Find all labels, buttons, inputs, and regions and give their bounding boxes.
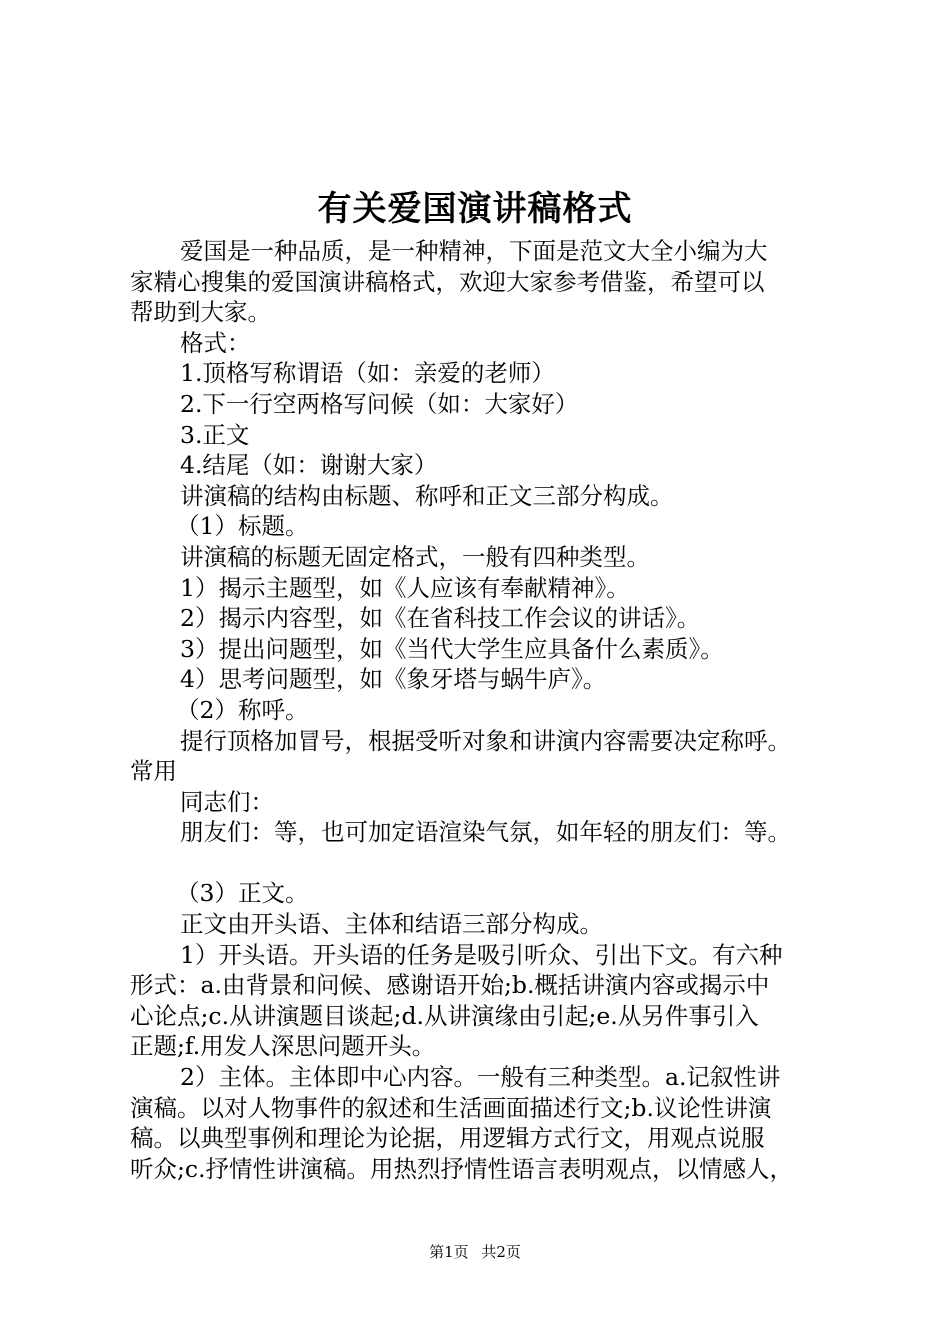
text-line: 1.顶格写称谓语（如：亲爱的老师） [180, 359, 555, 388]
page-total: 共2页 [481, 1243, 521, 1261]
text-line: 讲演稿的结构由标题、称呼和正文三部分构成。 [180, 481, 674, 510]
blank-line [130, 848, 840, 879]
text-line: （1）标题。 [176, 512, 309, 541]
page-title: 有关爱国演讲稿格式 [317, 189, 633, 229]
page-number: 第1页 [429, 1243, 469, 1261]
text-line: 帮助到大家。 [130, 298, 271, 327]
text-line: 讲演稿的标题无固定格式，一般有四种类型。 [180, 542, 650, 571]
text-line: 稿。以典型事例和理论为论据，用逻辑方式行文，用观点说服 [130, 1124, 765, 1153]
text-line: 同志们： [180, 787, 274, 816]
text-line: 4.结尾（如：谢谢大家） [180, 451, 438, 480]
text-line: 心论点;c.从讲演题目谈起;d.从讲演缘由引起;e.从另件事引入 [130, 1001, 759, 1030]
text-line: 3）提出问题型，如《当代大学生应具备什么素质》。 [180, 634, 724, 663]
text-line: 家精心搜集的爱国演讲稿格式，欢迎大家参考借鉴，希望可以 [130, 267, 765, 296]
text-line: 4）思考问题型，如《象牙塔与蜗牛庐》。 [180, 665, 607, 694]
document-body [130, 236, 840, 1184]
text-line: （2）称呼。 [176, 695, 309, 724]
text-line: 常用 [130, 757, 177, 786]
text-line: 2）主体。主体即中心内容。一般有三种类型。a.记叙性讲 [180, 1063, 781, 1092]
text-line: 听众;c.抒情性讲演稿。用热烈抒情性语言表明观点，以情感人， [130, 1154, 794, 1183]
text-line: 演稿。以对人物事件的叙述和生活画面描述行文;b.议论性讲演 [130, 1093, 772, 1122]
text-line: 爱国是一种品质，是一种精神，下面是范文大全小编为大 [180, 237, 768, 265]
text-line: 正题;f.用发人深思问题开头。 [130, 1032, 436, 1061]
text-line: 2.下一行空两格写问候（如：大家好） [180, 389, 579, 418]
text-line: 形式：a.由背景和问候、感谢语开始;b.概括讲演内容或揭示中 [130, 971, 770, 1000]
text-line: 1）开头语。开头语的任务是吸引听众、引出下文。有六种 [180, 940, 783, 969]
text-line: 提行顶格加冒号，根据受听对象和讲演内容需要决定称呼。 [180, 726, 791, 755]
text-line: 1）揭示主题型，如《人应该有奉献精神》。 [180, 573, 630, 602]
text-line: 正文由开头语、主体和结语三部分构成。 [180, 910, 603, 939]
text-line: 格式： [180, 328, 251, 357]
page-footer [0, 1242, 950, 1262]
text-line: （3）正文。 [176, 879, 309, 908]
text-line: 2）揭示内容型，如《在省科技工作会议的讲话》。 [180, 604, 701, 633]
text-line: 朋友们：等，也可加定语渲染气氛，如年轻的朋友们：等。 [180, 818, 791, 847]
text-line: 3.正文 [180, 420, 250, 449]
